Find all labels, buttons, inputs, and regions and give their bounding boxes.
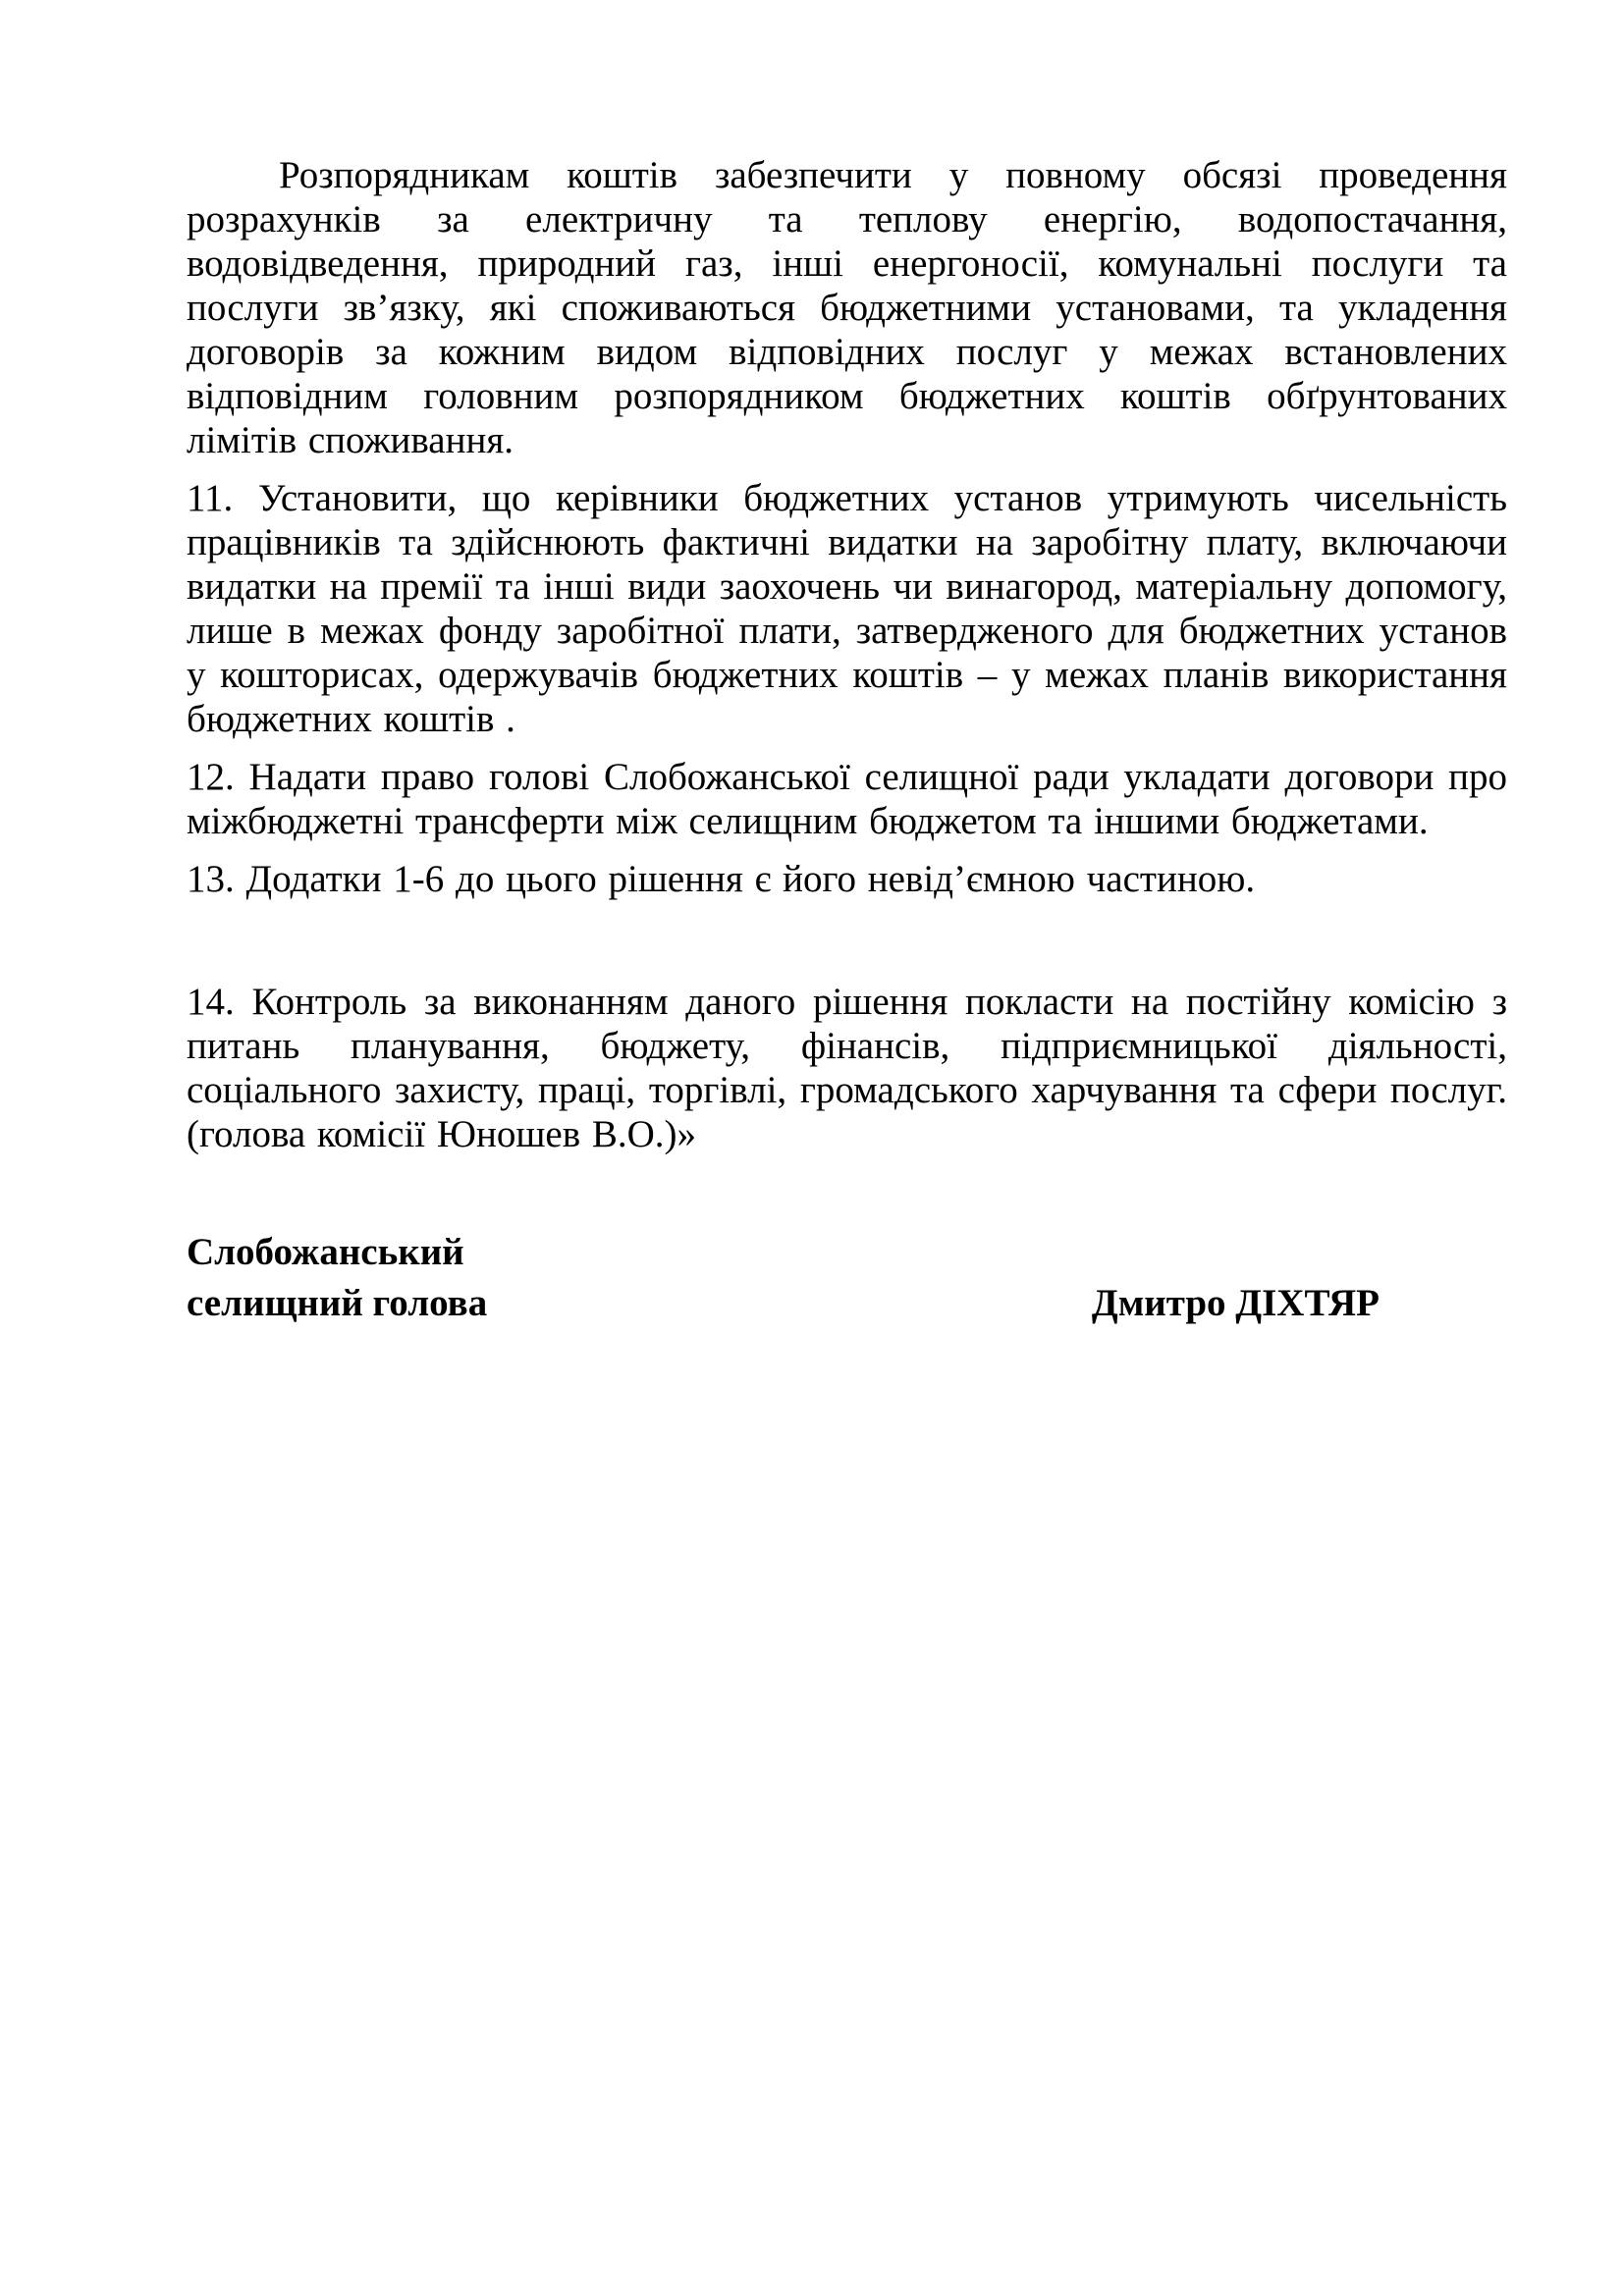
document-body	[187, 153, 1507, 1329]
paragraph-item-11: 11. Установити, що керівники бюджетних установ утримують чисельність працівників та здійснюють фактичні видатки на заробітну плату, включаючи видатки на премії та інші види заохочень чи винагород, матеріальну допомогу, лише в межах фонду заробітної плати, затвердженого для бюджетних установ у кошторисах, одержувачів бюджетних коштів – у межах планів використання бюджетних коштів .	[187, 477, 1507, 740]
paragraph-budget-payments: Розпорядникам коштів забезпечити у повному обсязі проведення розрахунків за електричну та теплову енергію, водопостачання, водовідведення, природний газ, інші енергоносії, комунальні послуги та послуги зв’язку, які споживаються бюджетними установами, та укладення договорів за кожним видом відповідних послуг у межах встановлених відповідним головним розпорядником бюджетних коштів обґрунтованих лімітів споживання.	[187, 154, 1507, 461]
paragraph-item-13: 13. Додатки 1-6 до цього рішення є його невід’ємною частиною.	[187, 858, 1256, 900]
paragraph-item-14: 14. Контроль за виконанням даного рішення покласти на постійну комісію з питань планування, бюджету, фінансів, підприємницької діяльності, соціального захисту, праці, торгівлі, громадського харчування та сфери послуг. (голова комісії Юношев В.О.)»	[187, 981, 1507, 1155]
signer-title-line1: Слобожанський	[187, 1231, 464, 1273]
signature-block	[187, 1227, 1507, 1329]
signer-name: Дмитро ДІХТЯР	[1091, 1282, 1380, 1324]
signer-title-line2: селищний голова	[187, 1282, 488, 1324]
signature-row	[187, 1278, 1507, 1329]
paragraph-item-12: 12. Надати право голові Слобожанської селищної ради укладати договори про міжбюджетні трансферти між селищним бюджетом та іншими бюджетами.	[187, 756, 1507, 842]
